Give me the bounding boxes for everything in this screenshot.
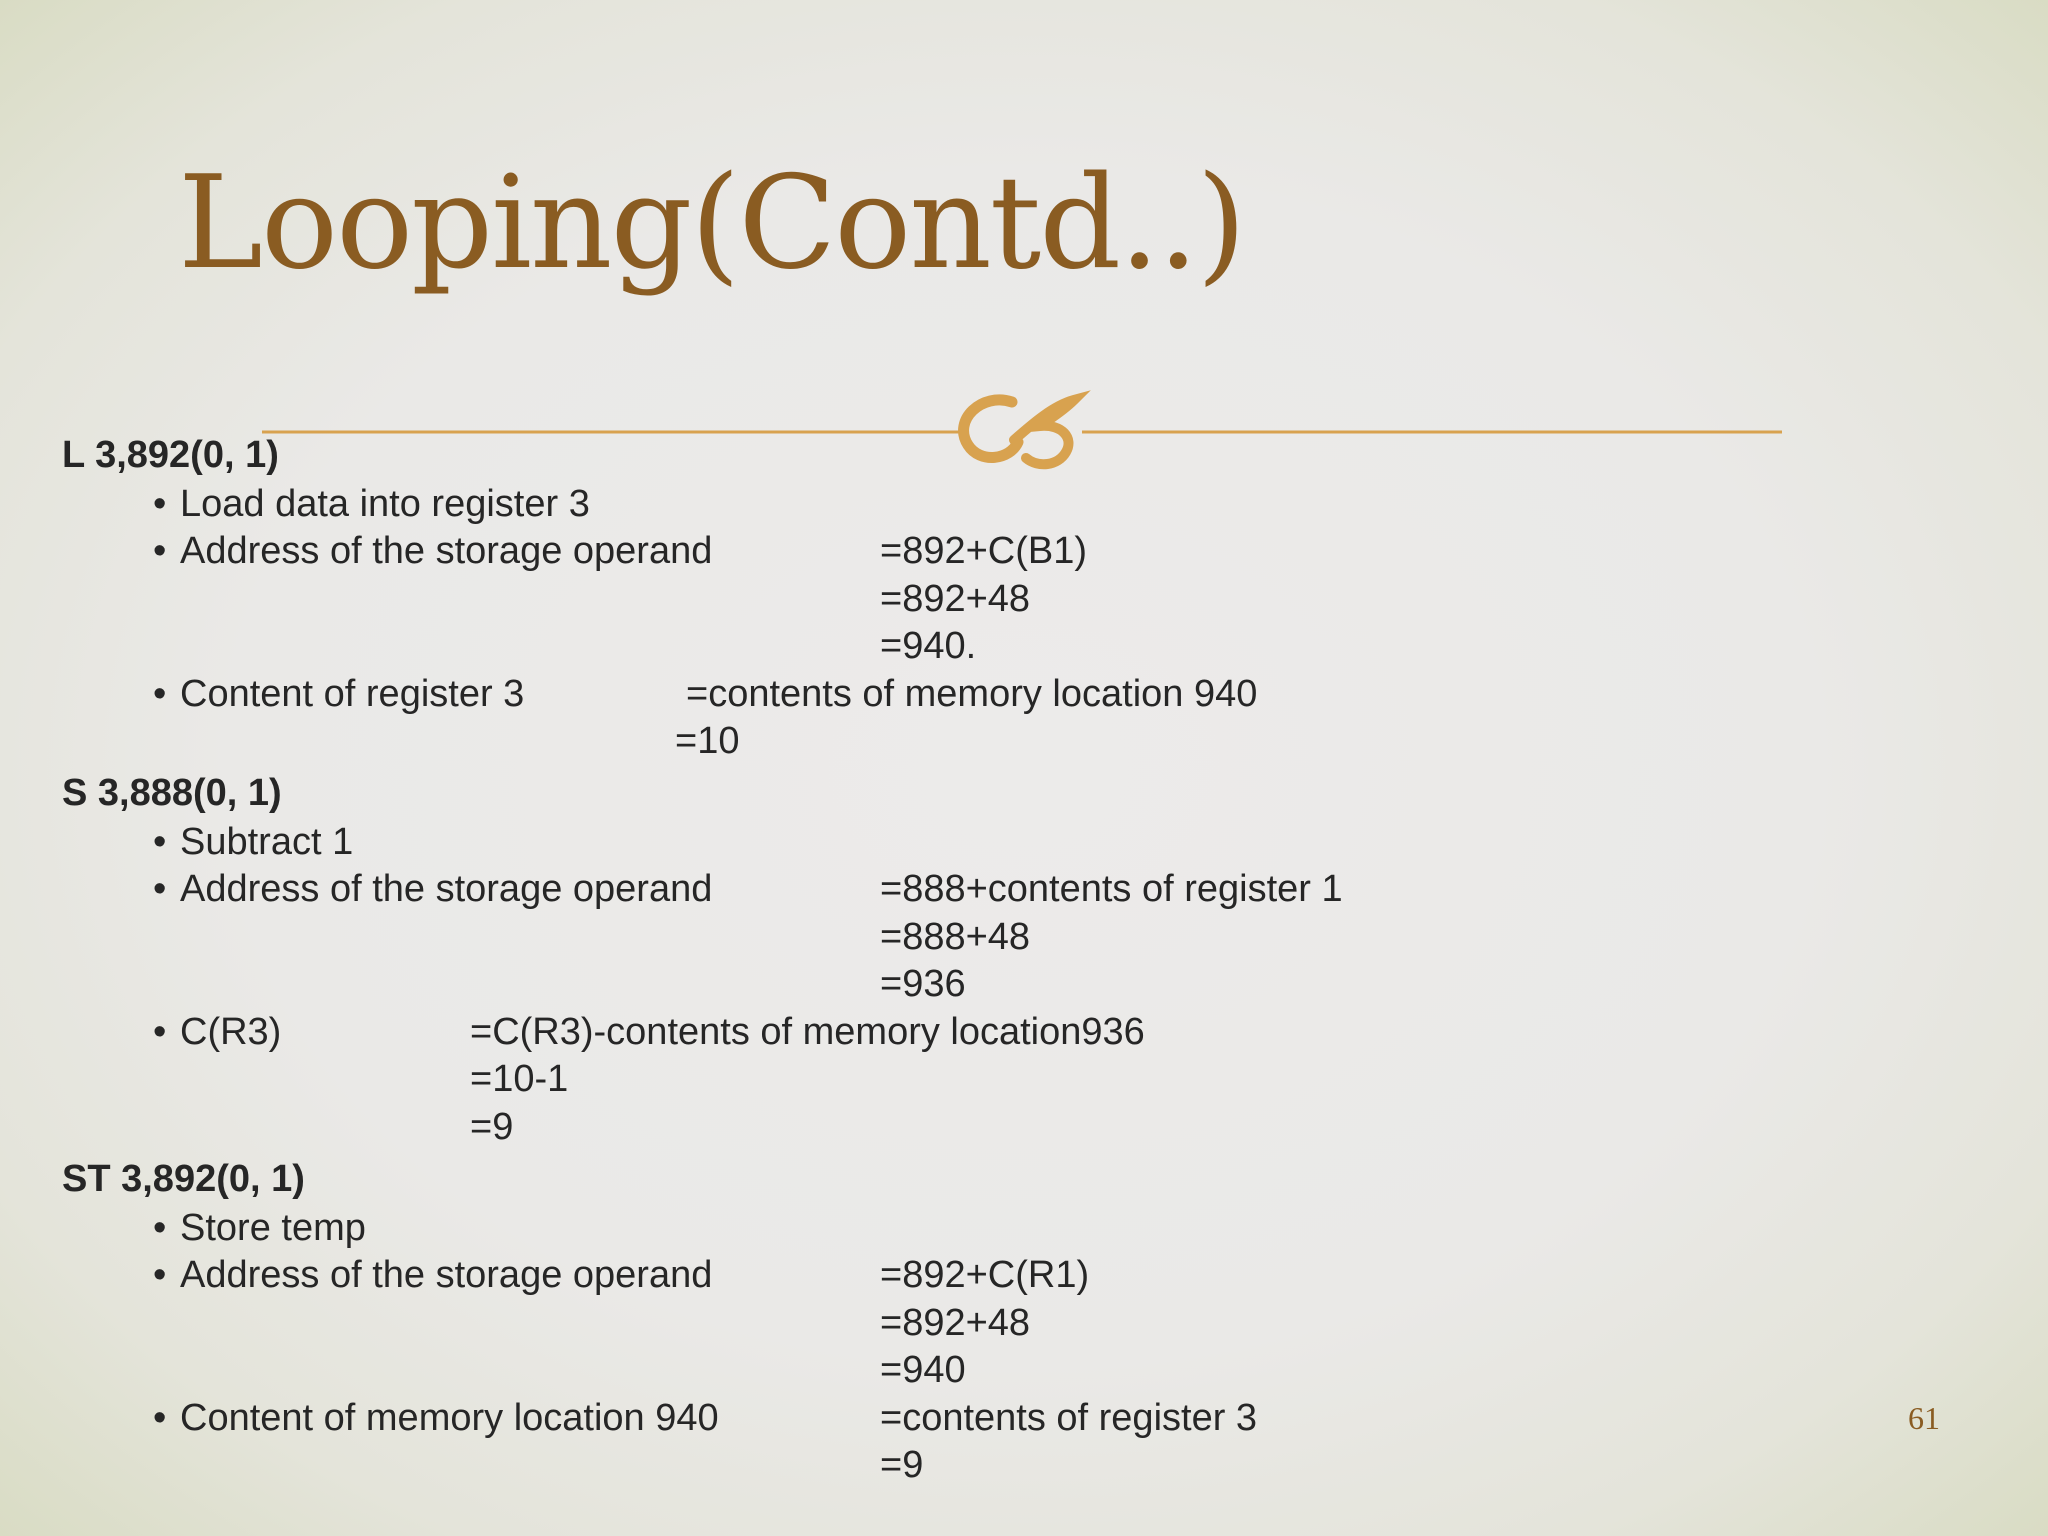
value-line: =contents of register 3: [880, 1397, 1258, 1439]
value-line: =892+48: [880, 1302, 1031, 1344]
bullet-item: • Address of the storage operand: [153, 867, 712, 913]
value-line: =9: [880, 1444, 924, 1486]
value-line: =892+C(R1): [880, 1254, 1090, 1296]
value-line: =9: [470, 1106, 514, 1148]
bullet-item: • Content of memory location 940: [153, 1396, 719, 1442]
slide-title: Looping(Contd..): [178, 149, 1245, 298]
bullet-item: • Load data into register 3: [153, 482, 590, 528]
section-heading: L 3,892(0, 1): [62, 434, 279, 476]
value-line: =940.: [880, 625, 977, 667]
value-line: =888+48: [880, 916, 1031, 958]
value-line: =10-1: [470, 1058, 569, 1100]
bullet-item: • Store temp: [153, 1206, 366, 1252]
bullet-item: • C(R3): [153, 1010, 281, 1056]
slide-number: 61: [1908, 1400, 1940, 1436]
value-line: =892+48: [880, 578, 1031, 620]
value-line: =C(R3)-contents of memory location936: [470, 1011, 1145, 1053]
value-line: =936: [880, 963, 966, 1005]
value-line: =contents of memory location 940: [686, 673, 1258, 715]
fleuron-ornament-icon: [964, 400, 1074, 464]
value-line: =10: [675, 720, 740, 762]
bullet-item: • Subtract 1: [153, 820, 353, 866]
bullet-item: • Content of register 3: [153, 672, 524, 718]
title-divider: [262, 380, 1782, 480]
section-heading: S 3,888(0, 1): [62, 772, 282, 814]
section-heading: ST 3,892(0, 1): [62, 1158, 305, 1200]
bullet-item: • Address of the storage operand: [153, 529, 712, 575]
bullet-item: • Address of the storage operand: [153, 1253, 712, 1299]
value-line: =892+C(B1): [880, 530, 1088, 572]
value-line: =940: [880, 1349, 966, 1391]
value-line: =888+contents of register 1: [880, 868, 1343, 910]
